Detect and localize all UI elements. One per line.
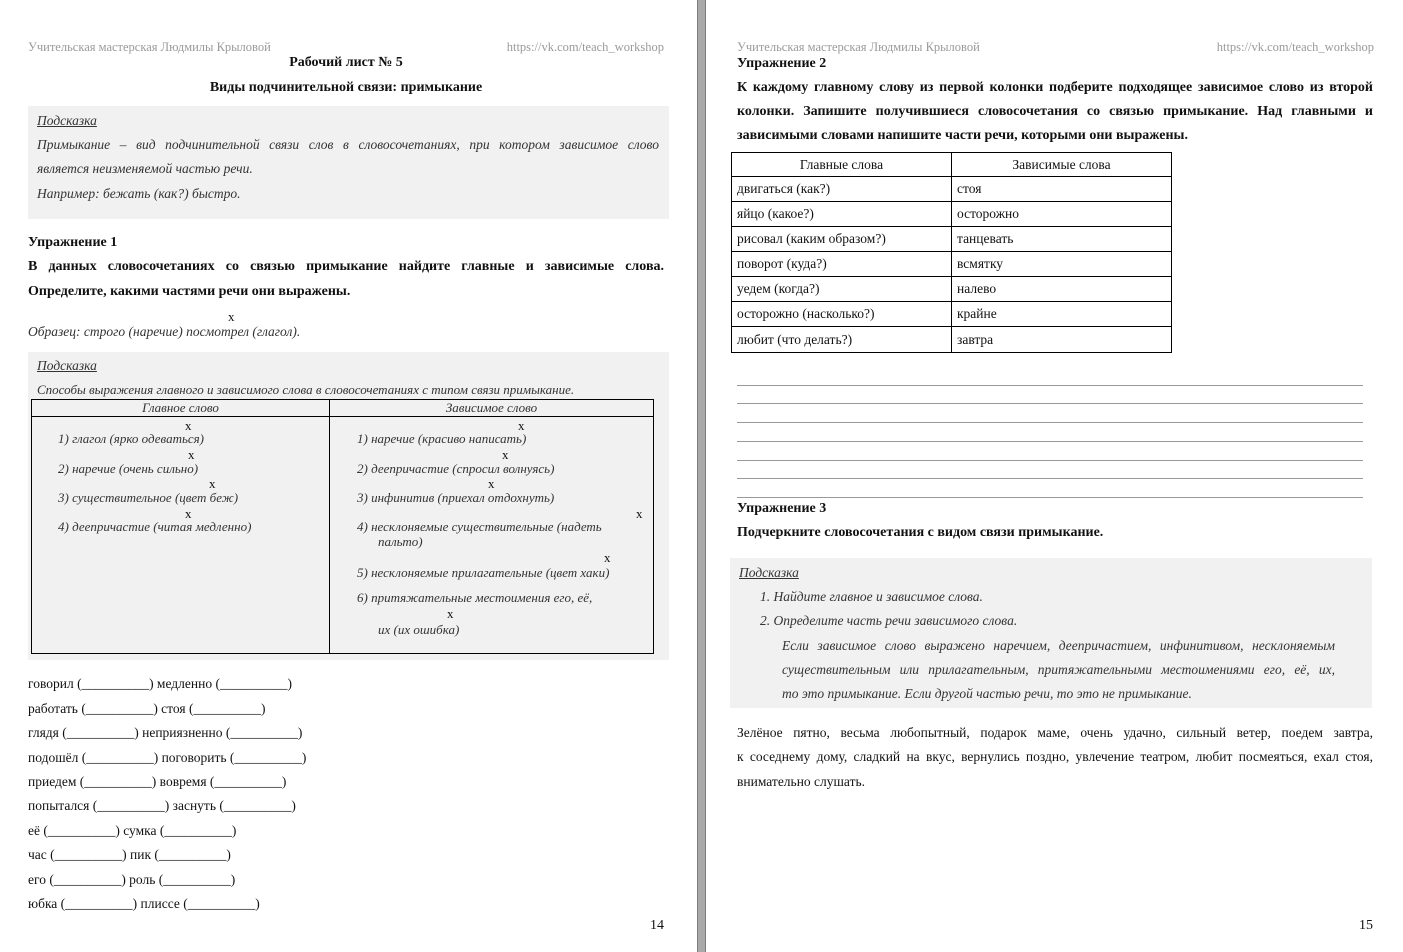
hint3-step2: 2. Определите часть речи зависимого слова. (760, 613, 1018, 628)
answer-line[interactable] (737, 403, 1363, 404)
exercise2-task-line2: колонки. Запишите получившиеся словосочетания со связью примыкание. Над главными и (737, 104, 1373, 119)
page-14 (0, 0, 697, 952)
mark-x: x (502, 447, 509, 462)
dep-item-4-cont: пальто) (378, 534, 423, 549)
hint-definition-line2: является неизменяемой частью речи. (37, 161, 253, 176)
hint-definition-line1: Примыкание – вид подчинительной связи слов в словосочетаниях, при котором зависимое слово (37, 137, 659, 152)
header-author: Учительская мастерская Людмилы Крыловой (28, 40, 271, 54)
hint-heading: Подсказка (37, 113, 97, 128)
page-number: 15 (1359, 918, 1373, 933)
dependent-word-cell: всмятку (952, 252, 1172, 277)
pair-row[interactable]: её (__________) сумка (__________) (28, 823, 237, 838)
page-15 (706, 0, 1403, 952)
pair-row[interactable]: говорил (__________) медленно (__________) (28, 676, 292, 691)
hint3-heading: Подсказка (739, 565, 799, 580)
pair-row[interactable]: час (__________) пик (__________) (28, 847, 231, 862)
exercise1-task-line2: Определите, какими частями речи они выражены. (28, 284, 351, 299)
words-table (731, 152, 1172, 353)
page-number: 14 (650, 918, 664, 933)
mark-x: x (447, 606, 454, 621)
col-main-word: Главное слово (32, 400, 330, 417)
dep-item-4: 4) несклоняемые существительные (надеть (357, 519, 602, 534)
mark-x: x (209, 476, 216, 491)
answer-line[interactable] (737, 385, 1363, 386)
main-word-cell: любит (что делать?) (732, 327, 952, 353)
exercise2-task-line3: зависимыми словами напишите части речи, которыми они выражены. (737, 128, 1188, 143)
col-dependent-words: Зависимые слова (952, 153, 1172, 177)
exercise2-task-line1: К каждому главному слову из первой колонки подберите подходящее зависимое слово из второй (737, 80, 1373, 95)
main-word-cell: яйцо (какое?) (732, 202, 952, 227)
col-dependent-word: Зависимое слово (330, 400, 654, 417)
worksheet-subtitle: Виды подчинительной связи: примыкание (209, 80, 483, 95)
hint2-heading: Подсказка (37, 358, 97, 373)
mark-x: x (185, 506, 192, 521)
exercise3-text-line1[interactable]: Зелёное пятно, весьма любопытный, подарок маме, очень удачно, сильный ветер, поедем завтра, (737, 725, 1373, 740)
mark-x: x (636, 506, 643, 521)
pair-row[interactable]: глядя (__________) неприязненно (__________) (28, 725, 303, 740)
dependent-word-cell: стоя (952, 177, 1172, 202)
exercise3-text-line2[interactable]: к соседнему дому, сладкий на вкус, вернулись поздно, увлечение театром, любит посмеяться, ехал стоя, (737, 749, 1373, 764)
main-word-cell: осторожно (насколько?) (732, 302, 952, 327)
main-word-mark: x (228, 309, 235, 324)
mark-x: x (518, 418, 525, 433)
hint3-rule-line2: существительным или прилагательным, притяжательными местоимениями его, её, их, (782, 662, 1335, 677)
hint-box-table (28, 352, 669, 660)
main-word-cell (32, 417, 330, 654)
answer-line[interactable] (737, 478, 1363, 479)
pair-row[interactable]: подошёл (__________) поговорить (__________) (28, 750, 307, 765)
header-url[interactable]: https://vk.com/teach_workshop (1216, 40, 1374, 54)
pair-row[interactable]: попытался (__________) заснуть (__________) (28, 798, 296, 813)
dependent-word-cell: крайне (952, 302, 1172, 327)
dependent-word-cell: осторожно (952, 202, 1172, 227)
dep-item-1: 1) наречие (красиво написать) (357, 431, 527, 446)
pair-row[interactable]: юбка (__________) плиссе (__________) (28, 896, 260, 911)
header-author: Учительская мастерская Людмилы Крыловой (737, 40, 980, 54)
exercise2-heading: Упражнение 2 (737, 56, 827, 71)
hint2-caption: Способы выражения главного и зависимого слова в словосочетаниях с типом связи примыкание. (37, 382, 575, 397)
page-gutter (697, 0, 706, 952)
mark-x: x (188, 447, 195, 462)
worksheet-title: Рабочий лист № 5 (289, 55, 403, 70)
mark-x: x (488, 476, 495, 491)
pair-row[interactable]: приедем (__________) вовремя (__________) (28, 774, 287, 789)
pair-row[interactable]: работать (__________) стоя (__________) (28, 701, 266, 716)
mark-x: x (604, 550, 611, 565)
exercise3-text-line3[interactable]: внимательно слушать. (737, 774, 865, 789)
answer-line[interactable] (737, 460, 1363, 461)
pair-row[interactable]: его (__________) роль (__________) (28, 872, 236, 887)
answer-line[interactable] (737, 441, 1363, 442)
dep-item-6: 6) притяжательные местоимения его, её, (357, 590, 593, 605)
mark-x: x (185, 418, 192, 433)
main-item-1: 1) глагол (ярко одеваться) (58, 431, 205, 446)
dep-item-6-cont: их (их ошибка) (378, 622, 460, 637)
dep-item-3: 3) инфинитив (приехал отдохнуть) (357, 490, 555, 505)
answer-line[interactable] (737, 497, 1363, 498)
hint3-step1: 1. Найдите главное и зависимое слова. (760, 589, 983, 604)
exercise3-task: Подчеркните словосочетания с видом связи примыкание. (737, 525, 1104, 540)
main-item-4: 4) деепричастие (читая медленно) (58, 519, 252, 534)
main-word-cell: двигаться (как?) (732, 177, 952, 202)
main-word-cell: поворот (куда?) (732, 252, 952, 277)
exercise1-heading: Упражнение 1 (28, 235, 118, 250)
dependent-word-cell: танцевать (952, 227, 1172, 252)
dependent-word-cell: налево (952, 277, 1172, 302)
dep-item-5: 5) несклоняемые прилагательные (цвет хаки) (357, 565, 610, 580)
main-item-3: 3) существительное (цвет беж) (58, 490, 239, 505)
answer-line[interactable] (737, 422, 1363, 423)
main-word-cell: уедем (когда?) (732, 277, 952, 302)
header-url[interactable]: https://vk.com/teach_workshop (506, 40, 664, 54)
hint3-rule-line1: Если зависимое слово выражено наречием, деепричастием, инфинитивом, несклоняемым (782, 638, 1335, 653)
exercise1-task-line1: В данных словосочетаниях со связью примыкание найдите главные и зависимые слова. (28, 259, 664, 274)
hint-example: Например: бежать (как?) быстро. (37, 186, 241, 201)
hint-box-definition (28, 106, 669, 219)
hint-box-steps (730, 558, 1372, 708)
main-word-cell: рисовал (каким образом?) (732, 227, 952, 252)
hint3-rule-line3: то это примыкание. Если другой частью речи, то это не примыкание. (782, 686, 1192, 701)
exercise1-sample: Образец: строго (наречие) посмотрел (глагол). (28, 324, 301, 339)
main-item-2: 2) наречие (очень сильно) (58, 461, 199, 476)
exercise3-heading: Упражнение 3 (737, 501, 827, 516)
dep-item-2: 2) деепричастие (спросил волнуясь) (357, 461, 555, 476)
dependent-word-cell: завтра (952, 327, 1172, 353)
col-main-words: Главные слова (732, 153, 952, 177)
